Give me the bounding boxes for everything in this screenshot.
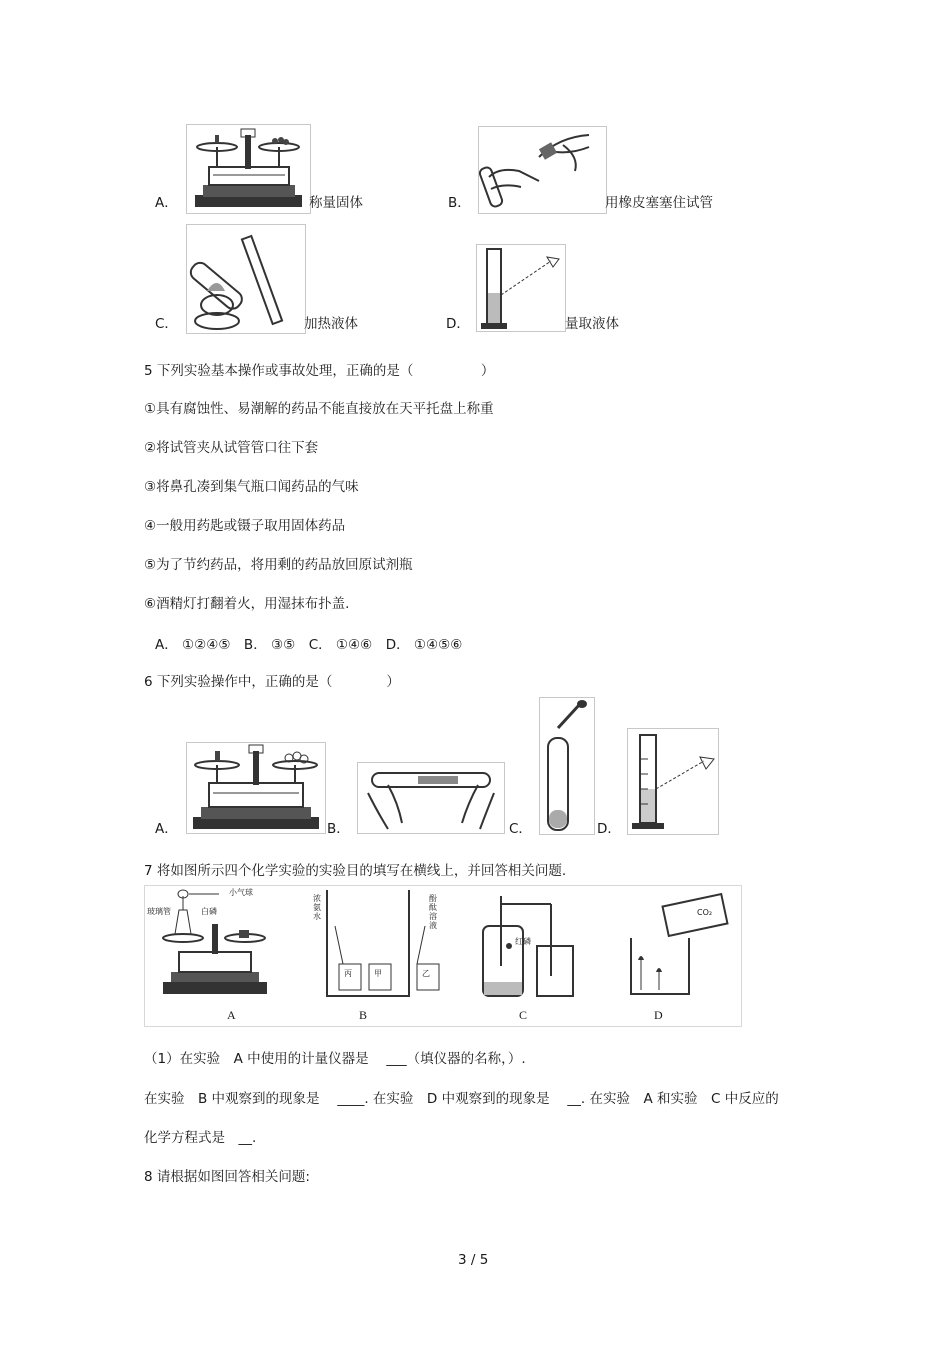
q6-title: 6 下列实验操作中，正确的是（ ）	[144, 674, 400, 690]
q4-option-c-letter: C．	[155, 316, 178, 332]
q7-fig-label-a: A	[227, 1008, 236, 1022]
q6-figure-a	[186, 742, 326, 834]
q4-option-c-text: 加热液体	[304, 316, 358, 332]
q7-label-phenol: 酚酞溶液	[429, 894, 437, 930]
balance-scale-icon	[187, 743, 325, 833]
q4-option-b-text: 用橡皮塞塞住试管	[605, 195, 713, 211]
q7-label-jia: 甲	[374, 969, 382, 978]
q7-label-red-p: 红磷	[515, 937, 531, 946]
q7-title: 7 将如图所示四个化学实验的实验目的填写在横线上，并回答相关问题.	[144, 863, 567, 879]
q4-figure-a	[186, 124, 311, 214]
q7-fig-label-b: B	[359, 1008, 368, 1022]
q5-item-3: ③将鼻孔凑到集气瓶口闻药品的气味	[144, 479, 359, 495]
q5-item-4: ④一般用药匙或镊子取用固体药品	[144, 518, 346, 534]
q7-fig-label-c: C	[519, 1008, 528, 1022]
q7-label-glass-tube: 玻璃管	[147, 907, 171, 916]
q5-title: 5 下列实验基本操作或事故处理，正确的是（ ）	[144, 363, 495, 379]
q4-option-d-letter: D．	[446, 316, 470, 332]
q4-figure-b	[478, 126, 607, 214]
q5-item-2: ②将试管夹从试管管口往下套	[144, 440, 319, 456]
q6-option-b-letter: B．	[327, 821, 350, 837]
q4-option-a-text: 称量固体	[309, 195, 363, 211]
dropper-test-tube-icon	[540, 698, 594, 834]
q7-line-2: 在实验 B 中观察到的现象是 ____. 在实验 D 中观察到的现象是 __. 在实验 A 和实验 C 中反应的	[144, 1091, 779, 1107]
q6-figure-c	[539, 697, 595, 835]
q6-option-d-letter: D．	[597, 821, 621, 837]
q7-line-1: （1）在实验 A 中使用的计量仪器是 ___（填仪器的名称，）.	[144, 1051, 526, 1067]
q7-label-yi: 乙	[422, 969, 430, 978]
q8-title: 8 请根据如图回答相关问题:	[144, 1169, 310, 1185]
q5-item-6: ⑥酒精灯打翻着火，用湿抹布扑盖.	[144, 596, 350, 612]
q4-option-b-letter: B．	[448, 195, 471, 211]
q7-line-3: 化学方程式是 __.	[144, 1130, 257, 1146]
q7-label-ammonia: 浓氨水	[313, 894, 321, 921]
q5-item-1: ①具有腐蚀性、易潮解的药品不能直接放在天平托盘上称重	[144, 401, 494, 417]
q6-figure-d	[627, 728, 719, 835]
q6-option-c-letter: C．	[509, 821, 532, 837]
q5-item-5: ⑤为了节约药品，将用剩的药品放回原试剂瓶	[144, 557, 413, 573]
q4-figure-d	[476, 244, 566, 332]
q7-fig-label-d: D	[654, 1008, 663, 1022]
q7-label-bing: 丙	[344, 969, 352, 978]
q6-figure-b	[357, 762, 505, 834]
q7-label-white-phosphorus: 白磷	[201, 907, 217, 916]
test-tube-stopper-icon	[479, 127, 606, 213]
q7-figure	[144, 885, 742, 1027]
graduated-cylinder-icon	[628, 729, 718, 834]
page-number: 3 / 5	[458, 1252, 489, 1268]
q7-label-balloon: 小气球	[229, 888, 253, 897]
q4-figure-c	[186, 224, 306, 334]
q6-option-a-letter: A．	[155, 821, 178, 837]
q7-label-co2: CO₂	[697, 908, 713, 917]
heating-liquid-icon	[187, 225, 305, 333]
chemistry-experiments-icon	[145, 886, 741, 1026]
balance-scale-icon	[187, 125, 310, 213]
q5-answers: A． ①②④⑤ B． ③⑤ C． ①④⑥ D． ①④⑤⑥	[155, 637, 463, 653]
graduated-cylinder-icon	[477, 245, 565, 331]
q4-option-d-text: 量取液体	[565, 316, 619, 332]
test-tube-hands-icon	[358, 763, 504, 833]
q4-option-a-letter: A．	[155, 195, 178, 211]
